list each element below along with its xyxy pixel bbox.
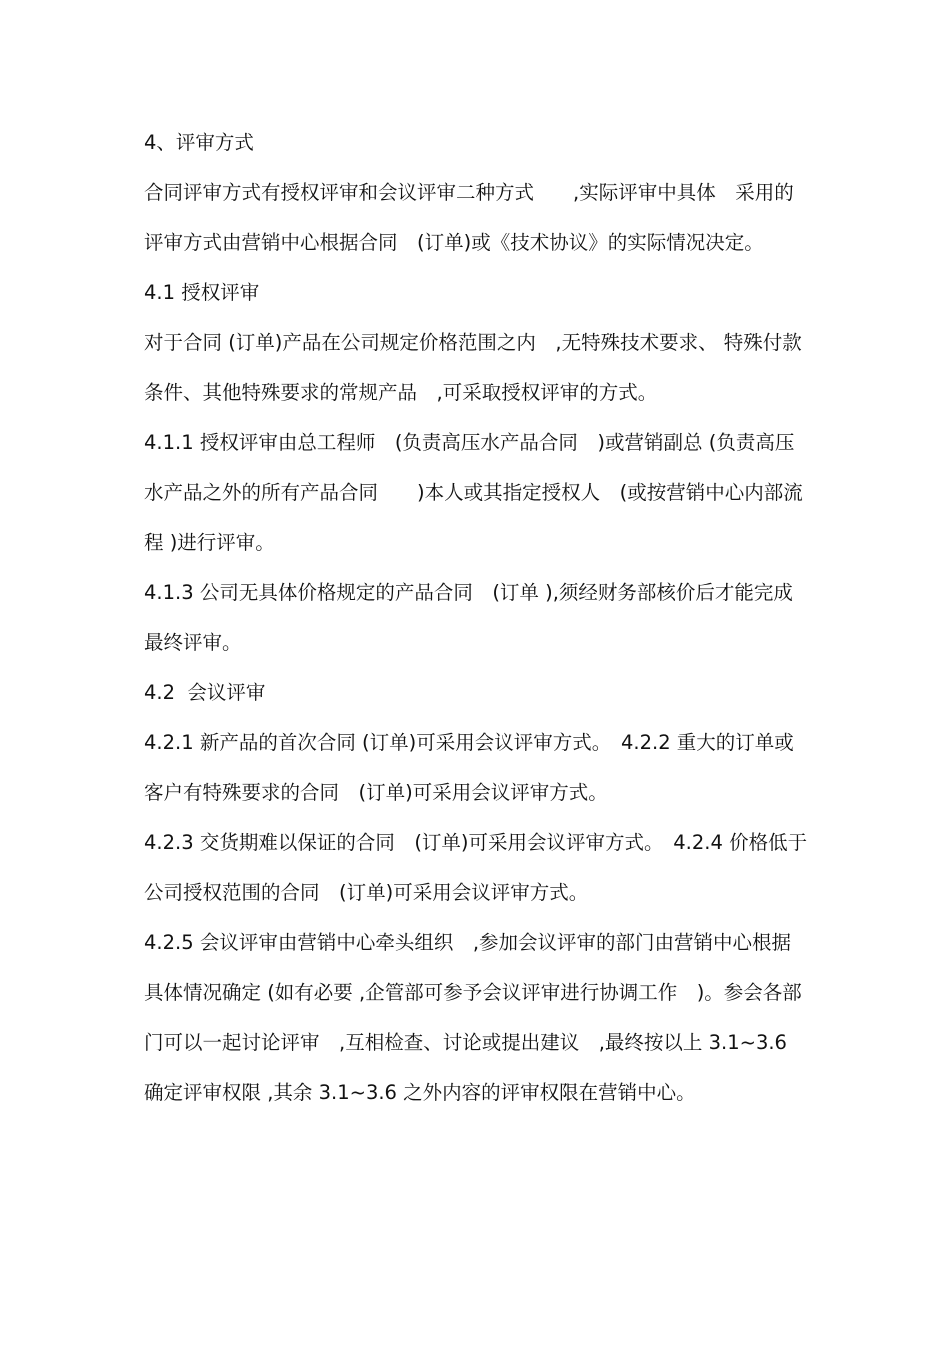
paragraph: 4.2.3 交货期难以保证的合同 (订单)可采用会议评审方式。 4.2.4 价格低于公司授权范围的合同 (订单)可采用会议评审方式。 — [144, 831, 808, 904]
paragraph: 4.1.3 公司无具体价格规定的产品合同 (订单 ),须经财务部核价后才能完成最终评审。 — [144, 581, 793, 654]
paragraph: 对于合同 (订单)产品在公司规定价格范围之内 ,无特殊技术要求、 特殊付款条件、其他特殊要求的常规产品 ,可采取授权评审的方式。 — [144, 331, 802, 404]
paragraph: 4.1.1 授权评审由总工程师 (负责高压水产品合同 )或营销副总 (负责高压水产品之外的所有产品合同 )本人或其指定授权人 (或按营销中心内部流程 )进行评审。 — [144, 431, 803, 554]
subsection-heading: 4.2 会议评审 — [144, 681, 266, 704]
paragraph: 4.2.5 会议评审由营销中心牵头组织 ,参加会议评审的部门由营销中心根据具体情况确定 (如有必要 ,企管部可参予会议评审进行协调工作 )。参会各部门可以一起讨论评审 ,互相检查、讨论或提出建议 ,最终按以上 3.1~3.6 确定评审权限 ,其余 3.1~3.6 之外内容的评审权限在营销中心。 — [144, 931, 802, 1104]
subsection-heading: 4.1 授权评审 — [144, 281, 260, 304]
document-body — [144, 118, 809, 1118]
paragraph: 合同评审方式有授权评审和会议评审二种方式 ,实际评审中具体 采用的评审方式由营销中心根据合同 (订单)或《技术协议》的实际情况决定。 — [144, 181, 794, 254]
section-heading: 4、评审方式 — [144, 131, 254, 154]
paragraph: 4.2.1 新产品的首次合同 (订单)可采用会议评审方式。 4.2.2 重大的订单或客户有特殊要求的合同 (订单)可采用会议评审方式。 — [144, 731, 794, 804]
